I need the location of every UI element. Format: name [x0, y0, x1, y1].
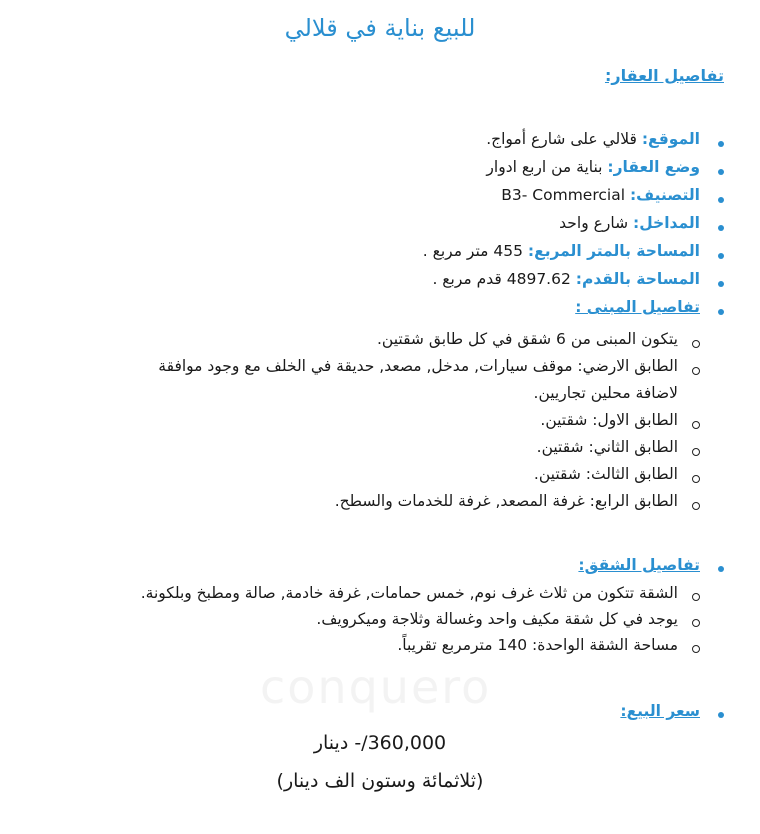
circle-bullet-icon	[692, 367, 700, 375]
detail-item-entrances	[423, 214, 700, 242]
circle-bullet-icon	[692, 475, 700, 483]
detail-value: قلالي على شارع أمواج.	[486, 130, 637, 148]
bullet-icon	[718, 253, 724, 259]
circle-bullet-icon	[692, 619, 700, 627]
building-item: الطابق الارضي: موقف سيارات, مدخل, مصعد, حديقة في الخلف مع وجود موافقة	[158, 357, 678, 384]
price-section	[620, 702, 700, 728]
detail-label: المساحة بالمتر المربع:	[527, 242, 700, 260]
bullet-icon	[718, 566, 724, 572]
building-item: الطابق الثالث: شقتين.	[158, 465, 678, 492]
property-details-heading: تفاصيل العقار:	[604, 66, 724, 85]
circle-bullet-icon	[692, 448, 700, 456]
building-item: الطابق الرابع: غرفة المصعد, غرفة للخدمات والسطح.	[158, 492, 678, 519]
price-in-words: (ثلاثمائة وستون الف دينار)	[276, 770, 484, 792]
apartment-item: الشقة تتكون من ثلاث غرف نوم, خمس حمامات, غرفة خادمة, صالة ومطبخ وبلكونة.	[141, 584, 678, 610]
circle-bullet-icon	[692, 340, 700, 348]
building-item: الطابق الاول: شقتين.	[158, 411, 678, 438]
property-details-list	[423, 130, 700, 326]
bullet-icon	[718, 141, 724, 147]
detail-label: وضع العقار:	[607, 158, 700, 176]
apartment-item: مساحة الشقة الواحدة: 140 مترمربع تقريباً.	[141, 636, 678, 662]
detail-value: بناية من اربع ادوار	[486, 158, 603, 176]
apartment-heading-item	[578, 556, 700, 582]
detail-value: B3- Commercial	[501, 186, 626, 204]
bullet-icon	[718, 225, 724, 231]
detail-item-classification	[423, 186, 700, 214]
bullet-icon	[718, 309, 724, 315]
apartment-item: يوجد في كل شقة مكيف واحد وغسالة وثلاجة وميكرويف.	[141, 610, 678, 636]
circle-bullet-icon	[692, 421, 700, 429]
detail-item-area-sqm	[423, 242, 700, 270]
building-details-list	[158, 330, 678, 519]
detail-item-area-sqft	[423, 270, 700, 298]
building-item-continued: لاضافة محلين تجاريين.	[533, 384, 678, 402]
detail-value: 455 متر مربع .	[422, 242, 523, 260]
price-heading-item	[620, 702, 700, 728]
detail-value: شارع واحد	[559, 214, 629, 232]
bullet-icon	[718, 712, 724, 718]
bullet-icon	[718, 281, 724, 287]
detail-value: 4897.62 قدم مربع .	[432, 270, 571, 288]
building-details-heading: تفاصيل المبنى :	[575, 298, 700, 316]
price-value: 360,000/- دينار	[313, 732, 447, 754]
circle-bullet-icon	[692, 645, 700, 653]
circle-bullet-icon	[692, 502, 700, 510]
apartment-section	[578, 556, 700, 582]
apartment-details-list	[141, 584, 678, 662]
detail-item-location	[423, 130, 700, 158]
detail-label: الموقع:	[641, 130, 700, 148]
apartment-details-heading: تفاصيل الشقق:	[578, 556, 700, 574]
page-title: للبيع بناية في قلالي	[284, 14, 476, 42]
detail-item-status	[423, 158, 700, 186]
detail-label: المساحة بالقدم:	[575, 270, 700, 288]
price-heading: سعر البيع:	[620, 702, 700, 720]
detail-label: المداخل:	[633, 214, 700, 232]
building-item: يتكون المبنى من 6 شقق في كل طابق شقتين.	[158, 330, 678, 357]
building-details-item	[423, 298, 700, 326]
bullet-icon	[718, 197, 724, 203]
circle-bullet-icon	[692, 593, 700, 601]
watermark: conquero	[260, 660, 492, 714]
building-item: الطابق الثاني: شقتين.	[158, 438, 678, 465]
bullet-icon	[718, 169, 724, 175]
detail-label: التصنيف:	[629, 186, 700, 204]
